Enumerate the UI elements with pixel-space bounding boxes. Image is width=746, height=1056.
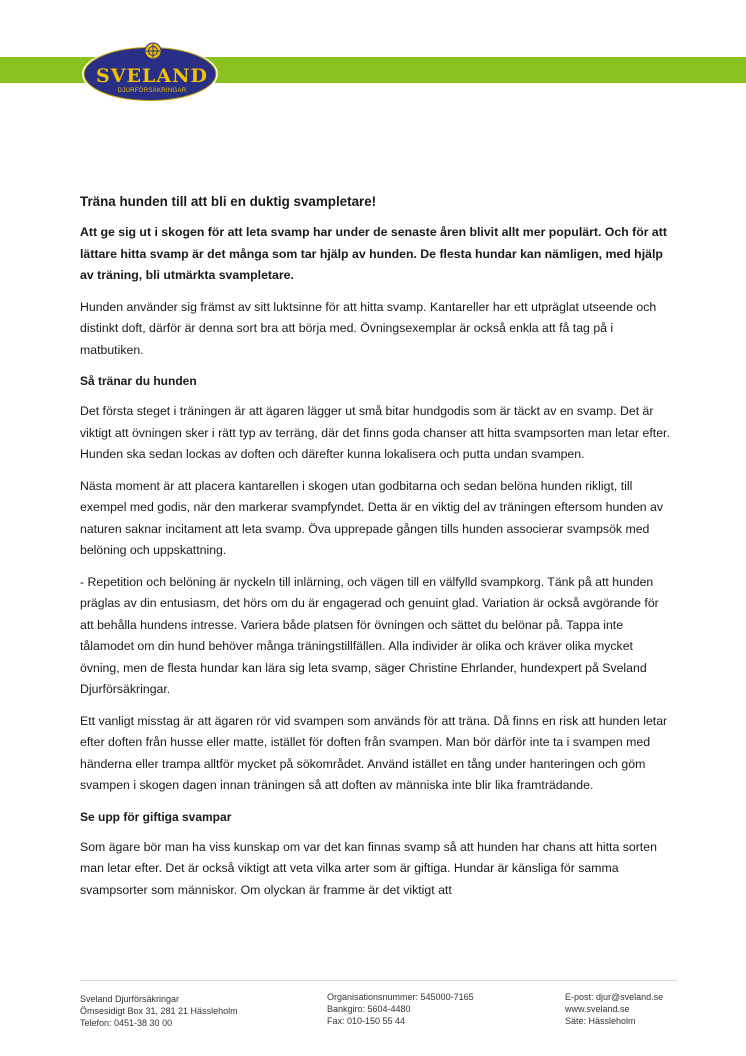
footer-phone: Telefon: 0451-38 30 00 [80,1018,173,1028]
paragraph-2: Det första steget i träningen är att ägaren lägger ut små bitar hundgodis som är täckt av en svamp. Det är viktigt att övningen sker i rätt typ av terräng, där det finns goda chanser att hitta svampsorten man letar efter. Hunden ska sedan lockas av doften och därefter kunna lokalisera och putta undan svampen. [80,404,670,461]
footer-org-number: Organisationsnummer: 545000-7165 [327,992,474,1002]
footer-divider [80,980,677,981]
paragraph-1: Hunden använder sig främst av sitt luktsinne för att hitta svamp. Kantareller har ett utpräglat utseende och distinkt doft, därför är denna sort bra att börja med. Övningsexemplar är också enkla att få tag på i matbutiken. [80,299,657,357]
footer-address [80,993,238,1029]
logo-text: SVELAND [96,65,208,87]
sveland-logo[interactable] [80,40,220,104]
paragraph-3: Nästa moment är att placera kantarellen i skogen utan godbitarna och sedan belöna hunden rikligt, till exempel med godis, när den markerar svampfyndet. Detta är en viktig del av träningen eftersom hunden av naturen saknar incitament att leta svamp. Öva upprepade gången tills hunden associerar svampsök med belöning och uppskattning. [80,478,664,557]
crest-icon [145,43,161,59]
article-title: Träna hunden till att bli en duktig svampletare! [80,194,377,209]
footer-fax: Fax: 010-150 55 44 [327,1016,406,1026]
logo-subtext: DJURFÖRSÄKRINGAR [117,88,187,94]
footer-company-info [327,991,474,1027]
footer-company: Sveland Djurförsäkringar [80,994,180,1004]
article-lead: Att ge sig ut i skogen för att leta svamp har under de senaste åren blivit allt mer populärt. Och för att lättare hitta svamp är det många som tar hjälp av hunden. De flesta hundar kan nämligen, med hjälp av träning, bli utmärkta svampletare. [80,225,667,282]
paragraph-6: Som ägare bör man ha viss kunskap om var det kan finnas svamp så att hunden har chans att hitta sorten man letar efter. Det är också viktigt att veta vilka arter som är giftiga. Hundar är känsliga för samma svampsorter som människor. Om olyckan är framme är det viktigt att [80,839,657,897]
footer-website[interactable]: www.sveland.se [565,1004,630,1014]
subheading-training: Så tränar du hunden [80,374,197,388]
footer-street: Ömsesidigt Box 31, 281 21 Hässleholm [80,1006,238,1016]
subheading-poisonous: Se upp för giftiga svampar [80,809,232,824]
footer-email[interactable]: E-post: djur@sveland.se [565,992,664,1002]
footer-contact [565,991,663,1027]
article [80,192,672,911]
paragraph-4: - Repetition och belöning är nyckeln till inlärning, och vägen till en välfylld svampkorg. Tänk på att hunden präglas av din entusiasm, det hörs om du är engagerad och genuint glad. Variation är också avgörande för att behålla hundens intresse. Variera både platsen för övningen och sättet du belönar på. Tappa inte tålamodet om din hund behöver många träningstillfällen. Alla individer är olika och kräver olika mycket övning, men de flesta hundar kan lära sig leta svamp, säger Christine Ehrlander, hundexpert på Sveland Djurförsäkringar. [80,574,659,696]
footer-bankgiro: Bankgiro: 5604-4480 [327,1004,411,1014]
paragraph-5: Ett vanligt misstag är att ägaren rör vid svampen som används för att träna. Då finns en risk att hunden letar efter doften från husse eller matte, istället för doften från svampen. Man bör därför inte ta i svampen med händerna eller trampa alltför mycket på sökområdet. Använd istället en tång under hanteringen och göm svampen i skogen dagen innan träningen så att doften av människa inte blir lika framträdande. [80,713,668,792]
footer-seat: Säte: Hässleholm [565,1016,636,1026]
